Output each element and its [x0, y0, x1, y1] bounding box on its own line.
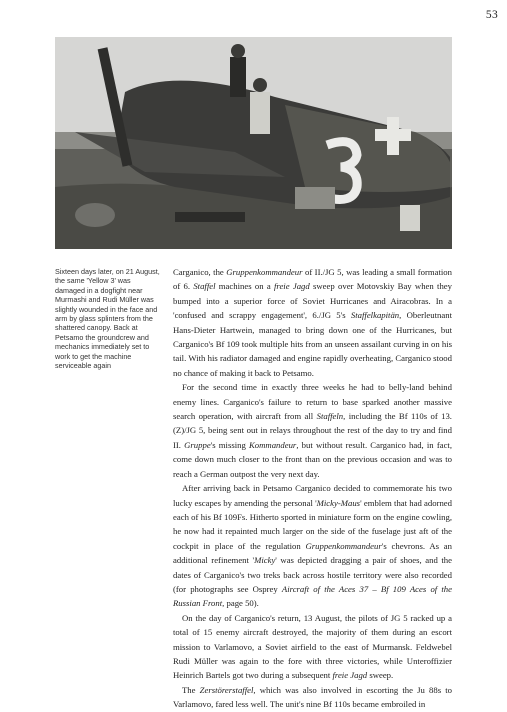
body-paragraph: Carganico, the Gruppenkommandeur of II./JG 5, was leading a small formation of 6. Staffel machines on a freie Jagd sweep over Motovskiy Bay when they bumped into a superior force of Soviet Hurricanes and Airacobras. In a 'confused and scrappy engagement', 6./JG 5's Staffelkapitän, Oberleutnant Hans-Dieter Hartwein, managed to bring down one of the Hurricanes, but Carganico's Bf 109 took multiple hits from an unseen assailant curving in on his tail. With his radiator damaged and engine rapidly overheating, Carganico stood no chance of making it back to Petsamo. [173, 267, 452, 378]
photograph [55, 37, 452, 249]
aircraft-photo-illustration [55, 37, 452, 249]
caption-text: Sixteen days later, on 21 August, the same 'Yellow 3' was damaged in a dogfight near Murmashi and Rudi Müller was slightly wounded in the face and arm by glass splinters from the shattered canopy. Back at Petsamo the groundcrew and mechanics immediately set to work to get the machine serviceable again [55, 267, 160, 371]
article-body [173, 265, 452, 712]
body-paragraph: For the second time in exactly three weeks he had to belly-land behind enemy lines. Carganico's failure to return to base sparked another massive search operation, with aircraft from all Staffeln, including the Bf 110s of 13.(Z)/JG 5, being sent out in relays throughout the rest of the day to try and find II. Gruppe's missing Kommandeur, but without result. Carganico had, in fact, come down much closer to the front than on the previous occasion and was to reach a German outpost the very next day. [173, 382, 453, 479]
body-paragraph: The Zerstörerstaffel, which was also involved in escorting the Ju 88s to Varlamovo, fared less well. The unit's nine Bf 110s became embroiled in [173, 684, 453, 710]
body-paragraph: After arriving back in Petsamo Carganico decided to commemorate his two lucky escapes by amending the personal 'Micky-Maus' emblem that had adorned each of his Bf 109Fs. Hitherto sported in miniature form on the engine cowling, he now had it repainted much larger on the side of the fuselage just aft of the cockpit in place of the regulation Gruppenkommandeur's chevrons. As an additional refinement 'Micky' was depicted dragging a pair of shoes, and the dates of Carganico's two treks back across hostile territory were also recorded (for photographs see Osprey Aircraft of the Aces 37 – Bf 109 Aces of the Russian Front, page 50). [173, 483, 453, 609]
photo-caption [55, 267, 161, 370]
body-paragraph: On the day of Carganico's return, 13 August, the pilots of JG 5 racked up a total of 15 enemy aircraft destroyed, the majority of them during an escort mission to Varlamovo, a Soviet airfield to the east of Murmansk. Feldwebel Rudi Müller was again to the fore with three victories, while Unteroffizier Heinrich Bartels got two during a subsequent freie Jagd sweep. [173, 612, 452, 681]
page-number: 53 [485, 9, 498, 21]
